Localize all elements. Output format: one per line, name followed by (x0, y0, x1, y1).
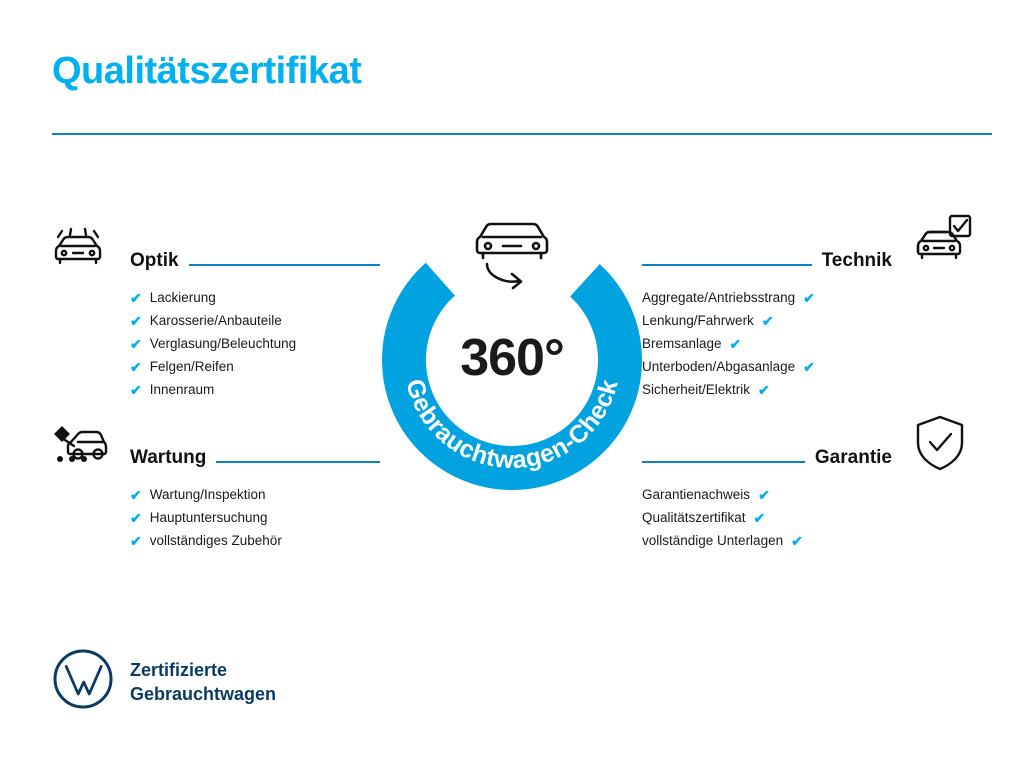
check-icon: ✔ (729, 335, 742, 352)
list-item-label: Lenkung/Fahrwerk (642, 313, 754, 328)
list-item-label: Hauptuntersuchung (149, 510, 268, 525)
block-garantie-items (642, 483, 892, 552)
list-item-label: Innenraum (149, 382, 215, 397)
list-item (642, 286, 892, 309)
block-optik-items (130, 286, 380, 401)
svg-text:Gebrauchtwagen-Check: Gebrauchtwagen-Check (400, 375, 624, 475)
list-item-label: Wartung/Inspektion (149, 487, 266, 502)
list-item (130, 332, 380, 355)
block-optik-title: Optik (130, 250, 179, 271)
list-item (130, 529, 380, 552)
list-item (130, 286, 380, 309)
list-item-label: vollständige Unterlagen (642, 533, 784, 548)
check-icon: ✔ (130, 381, 142, 398)
block-garantie-header (642, 435, 892, 469)
check-icon: ✔ (758, 381, 770, 398)
check-icon: ✔ (761, 312, 774, 329)
list-item (130, 378, 380, 401)
car-front-lights-icon (48, 215, 110, 282)
check-icon: ✔ (803, 358, 815, 375)
footer-line-2: Gebrauchtwagen (130, 683, 277, 704)
list-item (130, 483, 380, 506)
list-item-label: Sicherheit/Elektrik (642, 382, 751, 397)
footer-brand (52, 648, 276, 715)
vw-logo (52, 648, 114, 715)
list-item-label: Garantienachweis (642, 487, 751, 502)
check-icon: ✔ (130, 312, 142, 329)
block-optik-divider (189, 264, 380, 266)
list-item (642, 483, 892, 506)
list-item (130, 309, 380, 332)
block-garantie (642, 435, 892, 552)
block-wartung-divider (216, 461, 380, 463)
block-wartung-title: Wartung (130, 447, 207, 468)
shield-check-icon (912, 412, 968, 479)
check-icon: ✔ (753, 509, 766, 526)
list-item-label: Verglasung/Beleuchtung (149, 336, 297, 351)
block-garantie-title: Garantie (814, 447, 892, 468)
block-technik (642, 238, 892, 401)
check-badge (362, 200, 662, 500)
check-icon: ✔ (130, 509, 142, 526)
list-item-label: Bremsanlage (642, 336, 722, 351)
list-item-label: Aggregate/Antriebsstrang (642, 290, 796, 305)
check-icon: ✔ (130, 532, 142, 549)
block-technik-divider (642, 264, 812, 266)
list-item-label: Lackierung (149, 290, 216, 305)
car-lift-icon (48, 412, 110, 479)
check-icon: ✔ (130, 486, 142, 503)
block-optik-header (130, 238, 380, 272)
check-icon: ✔ (791, 532, 803, 549)
block-wartung-items (130, 483, 380, 552)
badge-number: 360° (460, 329, 564, 387)
block-technik-header (642, 238, 892, 272)
block-garantie-divider (642, 461, 805, 463)
check-icon: ✔ (130, 358, 142, 375)
list-item (642, 378, 892, 401)
list-item-label: Unterboden/Abgasanlage (642, 359, 796, 374)
block-wartung-header (130, 435, 380, 469)
page-title: Qualitätszertifikat (52, 50, 362, 92)
list-item (642, 529, 892, 552)
list-item (130, 506, 380, 529)
list-item (130, 355, 380, 378)
list-item (642, 309, 892, 332)
list-item (642, 355, 892, 378)
check-icon: ✔ (803, 289, 815, 306)
check-icon: ✔ (130, 289, 142, 306)
list-item-label: Felgen/Reifen (149, 359, 234, 374)
list-item-label: vollständiges Zubehör (149, 533, 282, 548)
list-item-label: Qualitätszertifikat (642, 510, 746, 525)
block-technik-title: Technik (821, 250, 892, 271)
car-check-icon (912, 212, 976, 281)
list-item (642, 332, 892, 355)
title-divider (52, 133, 992, 135)
footer-text (130, 658, 276, 706)
check-icon: ✔ (130, 335, 142, 352)
footer-line-1: Zertifizierte (130, 659, 228, 680)
list-item-label: Karosserie/Anbauteile (149, 313, 282, 328)
block-technik-items (642, 286, 892, 401)
block-optik (130, 238, 380, 401)
block-wartung (130, 435, 380, 552)
check-icon: ✔ (758, 486, 770, 503)
list-item (642, 506, 892, 529)
